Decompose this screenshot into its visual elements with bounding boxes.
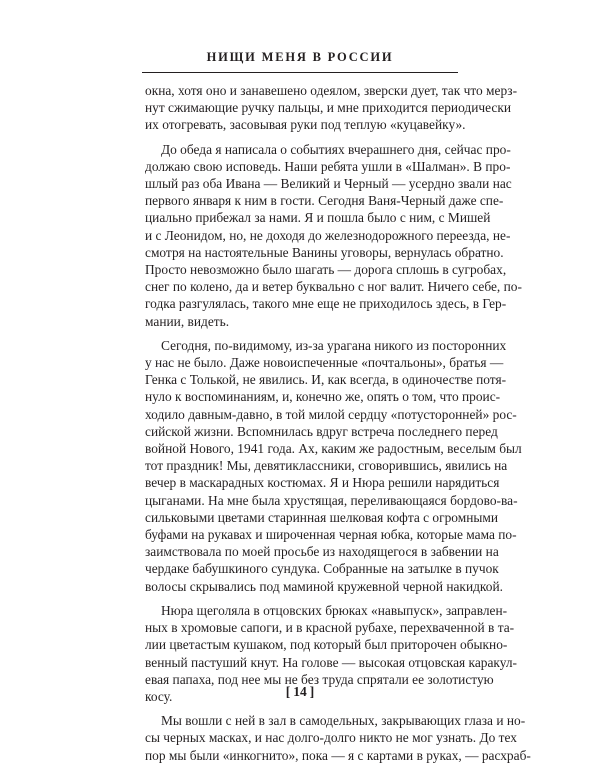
text-line: годка разгулялась, такого мне еще не приходилось здесь, в Гер-: [145, 296, 507, 312]
text-line: циально прибежал за нами. Я и пошла было с ним, с Мишей: [145, 210, 491, 226]
paragraph: [145, 337, 522, 595]
paragraph-gap: [145, 595, 457, 602]
text-line: Сегодня, по-видимому, из-за урагана никого из посторонних: [161, 337, 507, 353]
text-line: войной Нового, 1941 года. Ах, каким же радостным, веселым был: [145, 441, 522, 457]
text-line: снег по колено, да и ветер буквально с ног валит. Ничего себе, по-: [145, 279, 522, 295]
text-line: вечер в маскарадных костюмах. Я и Нюра решили нарядиться: [145, 475, 500, 491]
text-line: Просто невозможно было шагать — дорога сплошь в сугробах,: [145, 262, 507, 278]
text-line: сы черных масках, и нас долго-долго никто не мог узнать. До тех: [145, 730, 517, 746]
text-line: Мы вошли с ней в зал в самодельных, закрывающих глаза и но-: [161, 713, 526, 729]
header-rule: [142, 72, 458, 73]
text-line: Нюра щеголяла в отцовских брюках «навыпуск», заправлен-: [161, 602, 508, 618]
running-head: НИЩИ МЕНЯ В РОССИИ: [206, 50, 394, 64]
paragraph-gap: [145, 705, 457, 712]
text-line: окна, хотя оно и занавешено одеялом, зверски дует, так что мерз-: [145, 83, 518, 98]
text-line: венный пастуший кнут. На голове — высокая отцовская каракул-: [145, 654, 517, 670]
text-line: Генка с Толькой, не явились. И, как всегда, в одиночестве потя-: [145, 372, 507, 388]
text-line: их отогревать, засовывая руки под теплую «куцавейку».: [145, 117, 466, 133]
bracket-open: [: [285, 684, 291, 699]
page-number-value: 14: [293, 684, 307, 699]
text-line: первого января к ним в гости. Сегодня Ваня-Черный даже спе-: [145, 193, 504, 209]
text-line: волосы скрывались под маминой кружевной черной накидкой.: [145, 578, 503, 594]
paragraph-gap: [145, 330, 457, 337]
text-line: смотря на настоятельные Ванины уговоры, вернулась обратно.: [145, 244, 504, 260]
text-line: До обеда я написала о событиях вчерашнего дня, сейчас про-: [161, 141, 511, 157]
text-line: евая папаха, под нее мы не без труда спрятали ее золотистую: [145, 671, 494, 687]
text-line: сильковыми цветами старинная шелковая кофта с огромными: [145, 509, 499, 525]
text-line: у нас не было. Даже новоиспеченные «почтальоны», братья —: [145, 355, 504, 371]
text-line: ходило давным-давно, в той милой сердцу «потусторонней» рос-: [145, 406, 517, 422]
text-line: чердаке бабушкиного сундука. Собранные на затылке в пучок: [145, 561, 499, 577]
page-number: [0, 684, 600, 700]
text-line: шлый раз оба Ивана — Великий и Черный — усердно звали нас: [145, 176, 512, 192]
text-line: цыганами. На мне была хрустящая, переливающаяся бордово-ва-: [145, 492, 518, 508]
text-line: заимствовала по моей просьбе из находящегося в забвении на: [145, 544, 499, 560]
text-line: мании, видеть.: [145, 313, 230, 329]
text-line: нут сжимающие ручку пальцы, и мне приходится периодически: [145, 100, 511, 116]
text-line: и с Леонидом, но, не доходя до железнодорожного переезда, не-: [145, 227, 511, 243]
text-line: ных в хромовые сапоги, и в красной рубахе, перехваченной в та-: [145, 620, 515, 636]
text-line: буфами на рукавах и широченная черная юбка, которые мама по-: [145, 527, 517, 543]
text-line: косу.: [145, 688, 173, 704]
text-line: пор мы были «инкогнито», пока — я с картами в руках, — расхраб-: [145, 747, 531, 763]
paragraph: [145, 712, 531, 764]
text-line: сийской жизни. Вспомнилась вдруг встреча последнего перед: [145, 423, 498, 439]
text-line: лии цветастым кушаком, под который был приторочен обыкно-: [145, 637, 508, 653]
text-line: тот праздник! Мы, девятиклассники, сговорившись, явились на: [145, 458, 508, 474]
text-line: нуло к воспоминаниям, и, конечно же, опять о том, что проис-: [145, 389, 501, 405]
body-text: [145, 82, 531, 764]
paragraph-gap: [145, 134, 457, 141]
paragraph: [145, 82, 518, 134]
paragraph: [145, 141, 522, 330]
bracket-close: ]: [309, 684, 315, 699]
text-line: должаю свою исповедь. Наши ребята ушли в «Шалман». В про-: [145, 158, 511, 174]
